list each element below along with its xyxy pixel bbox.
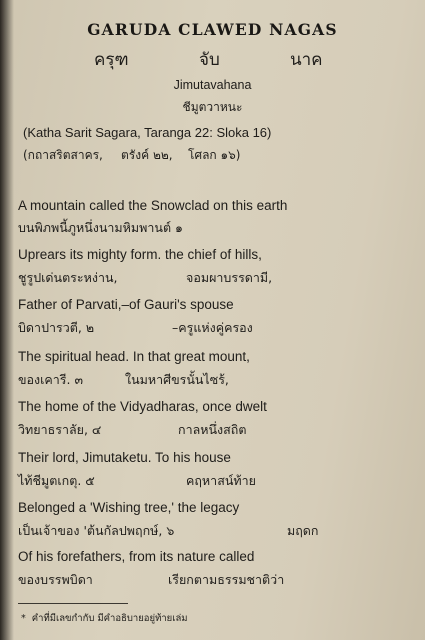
source-citation: (Katha Sarit Sagara, Taranga 22: Sloka 16) [23,125,272,140]
verse-line-english: The home of the Vidyadharas, once dwelt [18,399,267,414]
source-thai-part: (กถาสริตสาคร, [23,148,103,162]
verse-line-thai: จอมผาบรรดามี, [186,270,273,285]
verse-line-english: Father of Parvati,–of Gauri's spouse [18,297,234,312]
verse-line-english: The spiritual head. In that great mount, [18,349,250,364]
verse-line-thai: ของบรรพบิดา [18,572,93,587]
verse-line-thai: –ครูแห่งคู่ครอง [172,320,253,335]
author-name: Jimutavahana [173,78,252,92]
verse-line-thai: เรียกตามธรรมชาติว่า [168,572,285,587]
footnote [21,611,188,626]
author-name-thai: ชีมูตวาหนะ [182,100,243,114]
verse-line-english: A mountain called the Snowclad on this earth [18,198,288,213]
verse-line-thai: ในมหาศีขรนั้นไซร้, [125,372,229,387]
verse-line-thai: บนพิภพนี้ภูหนึ่งนามหิมพานต์ ๑ [18,220,183,235]
source-citation-thai [23,146,241,165]
verse-line-english: Of his forefathers, from its nature called [18,549,255,564]
thai-title-word: ครุฑ [94,50,129,70]
binding-shadow [0,0,14,640]
verse-line-thai: บิดาปารวตี, ๒ [18,320,95,335]
verse-line-thai: มฤดก [287,523,319,538]
verse-line-thai: ไท้ชีมูตเกตุ. ๕ [18,473,95,488]
source-thai-part: โศลก ๑๖) [188,148,241,162]
verse-line-thai: เป็นเจ้าของ 'ต้นกัลปพฤกษ์, ๖ [18,523,175,538]
source-thai-part: ตรังค์ ๒๒, [121,148,173,162]
verse-line-thai: คฤหาสน์ท้าย [186,473,256,488]
verse-line-english: Uprears its mighty form. the chief of hills, [18,247,262,262]
verse-line-english: Belonged a 'Wishing tree,' the legacy [18,500,240,515]
verse-line-english: Their lord, Jimutaketu. To his house [18,450,231,465]
verse-line-thai: ของเคารี. ๓ [18,372,84,387]
footnote-mark: * [21,613,26,624]
verse-line-thai: กาลหนึ่งสถิต [178,422,247,437]
poem-title: GARUDA CLAWED NAGAS [87,20,338,39]
thai-title-word: จับ [199,50,220,70]
verse-line-thai: วิทยาธราลัย, ๔ [18,422,102,437]
footnote-divider [18,603,128,604]
thai-title-word: นาค [290,50,323,70]
verse-line-thai: ชูรูปเด่นตระหง่าน, [18,270,118,285]
footnote-text: คำที่มีเลขกำกับ มีคำอธิบายอยู่ท้ายเล่ม [31,613,188,624]
